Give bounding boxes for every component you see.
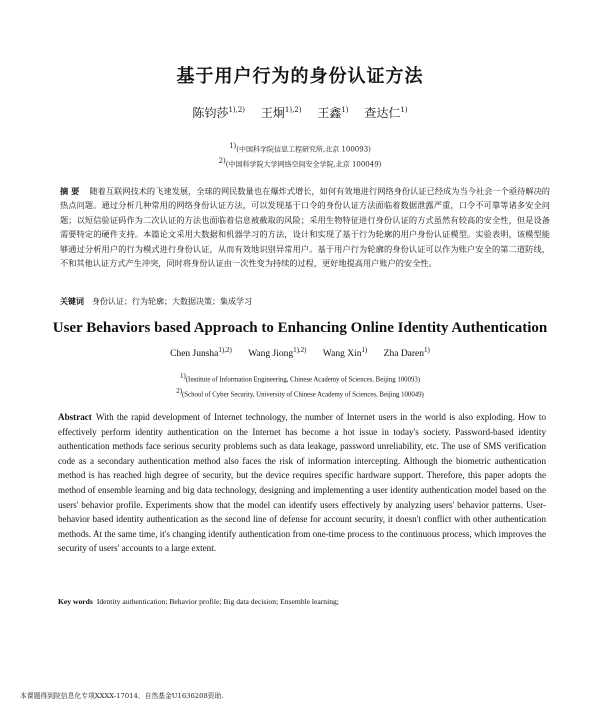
cn-author: 王鑫$^{1)}$ [317, 106, 349, 120]
en-abstract-label: Abstract [58, 412, 92, 422]
cn-keywords-text: 身份认证；行为轮廓；大数据决策；集成学习 [92, 297, 252, 306]
cn-keywords-label: 关键词 [60, 296, 84, 306]
cn-affiliation: $^{2)}$(中国科学院大学网络空间安全学院,北京 100049) [218, 157, 382, 169]
cn-abstract [60, 184, 550, 270]
cn-abstract-text: 随着互联网技术的飞速发展，全球的网民数量也在爆炸式增长，如何有效地进行网络身份认证已经成为当今社会一个亟待解决的热点问题。通过分析几种常用的网络身份认证方法，可以发现基于口令的身份认证方法面临着数据泄露严重，口令不可靠等诸多安全问题；以短信验证码作为二次认证的方法也面临着信息被截取的风险；采用生物特征进行身份认证的方式虽然有较高的安全性，但是设备需要特定的硬件支持。本篇论文采用大数据和机器学习的方法，设计和实现了基于行为轮廓的用户身份认证模型。实验表明，该模型能够通过分析用户的行为模式进行身份认证，从而有效地识别异常用户。基于用户行为轮廓的身份认证可以作为账户安全的第二道防线，不和其他认证方式产生冲突，同时将身份认证由一次性变为持续的过程，更好地提高用户账户的安全性。 [60, 186, 550, 269]
en-keywords [58, 597, 546, 606]
footnote: 本课题得到院信息化专项XXXX-17014、自然基金U1636208资助. [20, 692, 224, 700]
en-authors [0, 346, 600, 359]
en-abstract [58, 410, 546, 556]
cn-author: 查达仁$^{1)}$ [364, 106, 408, 120]
en-author: Chen Junsha$^{1),2)}$ [170, 346, 232, 360]
en-keywords-label: Key words [58, 597, 93, 606]
en-author: Wang Jiong$^{1),2)}$ [248, 346, 307, 360]
en-affiliation: $^{1)}$(Institute of Information Engineering, Chinese Academy of Sciences, Beijing 100093) [179, 372, 421, 384]
cn-keywords [60, 296, 550, 307]
cn-author: 陈钧莎$^{1),2)}$ [192, 106, 246, 120]
en-author: Zha Daren$^{1)}$ [383, 346, 430, 360]
en-author: Wang Xin$^{1)}$ [322, 346, 368, 360]
cn-authors [0, 104, 600, 121]
cn-author: 王炯$^{1),2)}$ [260, 106, 302, 120]
cn-affiliation: $^{1)}$(中国科学院信息工程研究所,北京 100093) [229, 142, 371, 154]
en-abstract-text: With the rapid development of Internet technology, the number of Internet users in the world is also exploding. How to effectively perform identity authentication on the Internet has become a hot issue in today's society. Password-based identity authentication methods face serious security problems such as data leakage, password unreliability, etc. The use of SMS verification code as a secondary authentication method also faces the risk of information intercepting. Although the biometric authentication method is has reached high degree of security, but the device requires specific hardware support. Therefore, this paper adopts the method of ensemble learning and big data technology, designing and implementing a user identity authentication model based on the users' behavior profile. Experiments show that the model can identify users effectively by analyzing users' behavior patterns. User-behavior based identity authentication as the second line of defense for account security, it doesn't conflict with other authentication methods. At the same time, it's changing identify authentication from one-time process to the continuous process, which improves the security of users' accounts to a large extent. [58, 412, 546, 554]
cn-title: 基于用户行为的身份认证方法 [176, 66, 424, 87]
en-title: User Behaviors based Approach to Enhancing Online Identity Authentication [52, 320, 548, 336]
cn-abstract-label: 摘 要 [60, 186, 80, 196]
en-keywords-text: Identity authentication; Behavior profile; Big data decision; Ensemble learning; [96, 597, 339, 606]
en-affiliation: $^{2)}$(School of Cyber Security, University of Chinese Academy of Sciences, Beijing 100049) [176, 387, 424, 399]
